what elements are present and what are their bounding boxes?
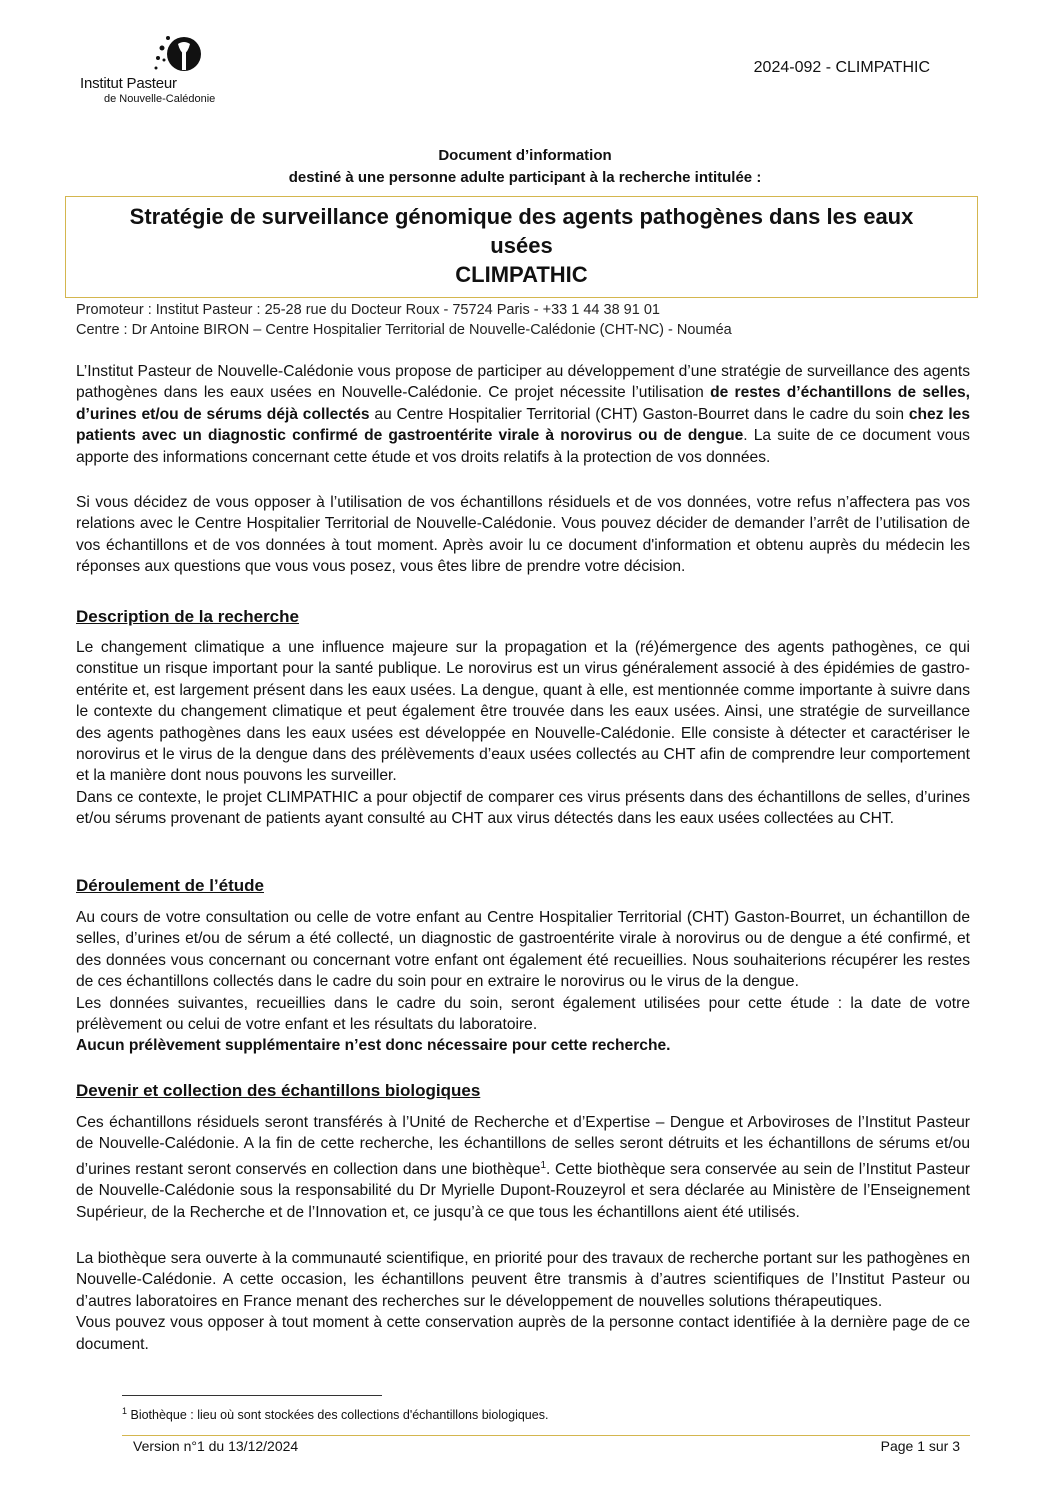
section-title-deroulement: Déroulement de l’étude [76, 876, 264, 895]
footer-rule [122, 1435, 970, 1436]
devenir-text: Vous pouvez vous opposer à tout moment à cette conservation auprès de la personne contact identifiée à la dernière page de ce document. [76, 1314, 970, 1353]
intro-text: Si vous décidez de vous opposer à l’utilisation de vos échantillons résiduels et de vos données, votre refus n’affectera pas vos relations avec le Centre Hospitalier Territorial de Nouvelle-Calédonie. Vous pouvez décider de demander l’arrêt de l’utilisation de vos échantillons et de vos données à tout moment. Après avoir lu ce document d'information et obtenu auprès du médecin les réponses aux questions que vous vous posez, vous êtes libre de prendre votre décision. [76, 494, 970, 576]
devenir-paragraph-1 [76, 1112, 970, 1223]
footnote [122, 1406, 548, 1422]
document-heading: Document d’information [438, 147, 612, 164]
footnote-text: Biothèque : lieu où sont stockées des collections d'échantillons biologiques. [127, 1408, 549, 1423]
section-title-devenir: Devenir et collection des échantillons biologiques [76, 1081, 481, 1100]
document-subheading: destiné à une personne adulte participant à la recherche intitulée : [288, 169, 762, 186]
devenir-text: La biothèque sera ouverte à la communauté scientifique, en priorité pour des travaux de recherche portant sur les pathogènes en Nouvelle-Calédonie. A cette occasion, les échantillons peuvent être transmis à d’autres scientifiques de l’Institut Pasteur ou d’autres laboratoires en France menant des recherches sur le développement de nouvelles solutions thérapeutiques. [76, 1250, 970, 1310]
pasteur-emblem-icon [148, 30, 218, 80]
study-title-box [65, 196, 978, 298]
description-text: Dans ce contexte, le projet CLIMPATHIC a pour objectif de comparer ces virus présents dans des échantillons de selles, d’urines et/ou sérums provenant de patients ayant consulté au CHT aux virus détectés dans les eaux usées collectées au CHT. [76, 788, 970, 828]
promoteur-line: Promoteur : Institut Pasteur : 25-28 rue du Docteur Roux - 75724 Paris - +33 1 44 38 91 01 [76, 302, 660, 318]
devenir-paragraph-2 [76, 1248, 970, 1355]
intro-text: au Centre Hospitalier Territorial (CHT) Gaston-Bourret dans le cadre du soin [369, 405, 909, 423]
deroulement-text: Au cours de votre consultation ou celle de votre enfant au Centre Hospitalier Territorial (CHT) Gaston-Bourret, un échantillon de selles, d’urines et/ou de sérum a été collecté, un diagnostic de gastroentérite virale à norovirus ou de dengue a été confirmé, et des données vous concernant ou concernant votre enfant ont également été recueillies. Nous souhaiterions récupérer les restes de ces échantillons collectés dans le cadre du soin pour en extraire le norovirus ou le virus de la dengue. [76, 909, 970, 991]
devenir-text: . Cette biothèque sera conservée au sein de l’Institut Pasteur de Nouvelle-Calédonie sous la responsabilité du Dr Myrielle Dupont-Rouzeyrol et sera déclarée au Ministère de l’Enseignement Supérieur, de la Recherche et de l’Innovation et, ce jusqu’à ce que tous les échantillons aient été utilisés. [76, 1161, 970, 1221]
logo-name: Institut Pasteur [80, 75, 177, 92]
footnote-mark: 1 [122, 1406, 128, 1416]
description-paragraphs [76, 637, 970, 830]
intro-text: L’Institut Pasteur de Nouvelle-Calédonie vous propose de participer au développement d’une stratégie de surveillance des agents pathogènes dans les eaux usées en Nouvelle-Calédonie. Ce projet nécessite l’utilisation [76, 363, 970, 402]
centre-line: Centre : Dr Antoine BIRON – Centre Hospitalier Territorial de Nouvelle-Calédonie (CHT-NC) - Nouméa [76, 322, 732, 338]
intro-emphasis-diagnosis: chez les patients avec un diagnostic confirmé de gastroentérite virale à norovirus ou de dengue [76, 405, 970, 445]
description-text: Le changement climatique a une influence majeure sur la propagation et la (ré)émergence des agents pathogènes, ce qui constitue un risque important pour la santé publique. Le norovirus est un virus généralement associé à des épidémies de gastro-entérite et, est largement présent dans les eaux usées. La dengue, quant à elle, est mentionnée comme importante à suivre dans le contexte du changement climatique et peut également être trouvée dans les eaux usées. Ainsi, une stratégie de surveillance des agents pathogènes dans les eaux usées est développée en Nouvelle-Calédonie. Elle consiste à détecter et caractériser le norovirus et le virus de la dengue dans des prélèvements d’eaux usées collectés au CHT afin de comprendre leur comportement et la manière dont nous pouvons les surveiller. [76, 639, 970, 785]
intro-text: . La suite de ce document vous apporte des informations concernant cette étude et vos droits relatifs à la protection de vos données. [76, 427, 970, 466]
deroulement-emphasis: Aucun prélèvement supplémentaire n’est donc nécessaire pour cette recherche. [76, 1037, 671, 1055]
document-reference: 2024-092 - CLIMPATHIC [753, 59, 930, 76]
deroulement-text: Les données suivantes, recueillies dans le cadre du soin, seront également utilisées pour cette étude : la date de votre prélèvement ou celui de votre enfant et les résultats du laboratoire. [76, 994, 970, 1034]
footer-version: Version n°1 du 13/12/2024 [133, 1438, 299, 1454]
section-title-description: Description de la recherche [76, 607, 299, 626]
intro-emphasis-samples: de restes d’échantillons de selles, d’urines et/ou de sérums déjà collectés [76, 384, 971, 423]
logo-subname: de Nouvelle-Calédonie [104, 93, 216, 105]
devenir-text: Ces échantillons résiduels seront transférés à l’Unité de Recherche et d’Expertise – Dengue et Arboviroses de l’Institut Pasteur de Nouvelle-Calédonie. A la fin de cette recherche, les échantillons de selles seront détruits et les échantillons de sérums et/ou d’urines restant seront conservés en collection dans une biothèque [76, 1114, 970, 1178]
study-acronym: CLIMPATHIC [455, 262, 588, 287]
deroulement-paragraphs [76, 907, 970, 1057]
footnote-separator [122, 1395, 382, 1396]
intro-paragraph-1 [76, 361, 970, 468]
intro-paragraph-2 [76, 492, 970, 578]
footnote-reference: 1 [540, 1159, 547, 1171]
study-title: Stratégie de surveillance génomique des agents pathogènes dans les eaux usées [129, 204, 914, 258]
institut-pasteur-logo [78, 30, 238, 110]
footer-page-number: Page 1 sur 3 [880, 1438, 960, 1454]
